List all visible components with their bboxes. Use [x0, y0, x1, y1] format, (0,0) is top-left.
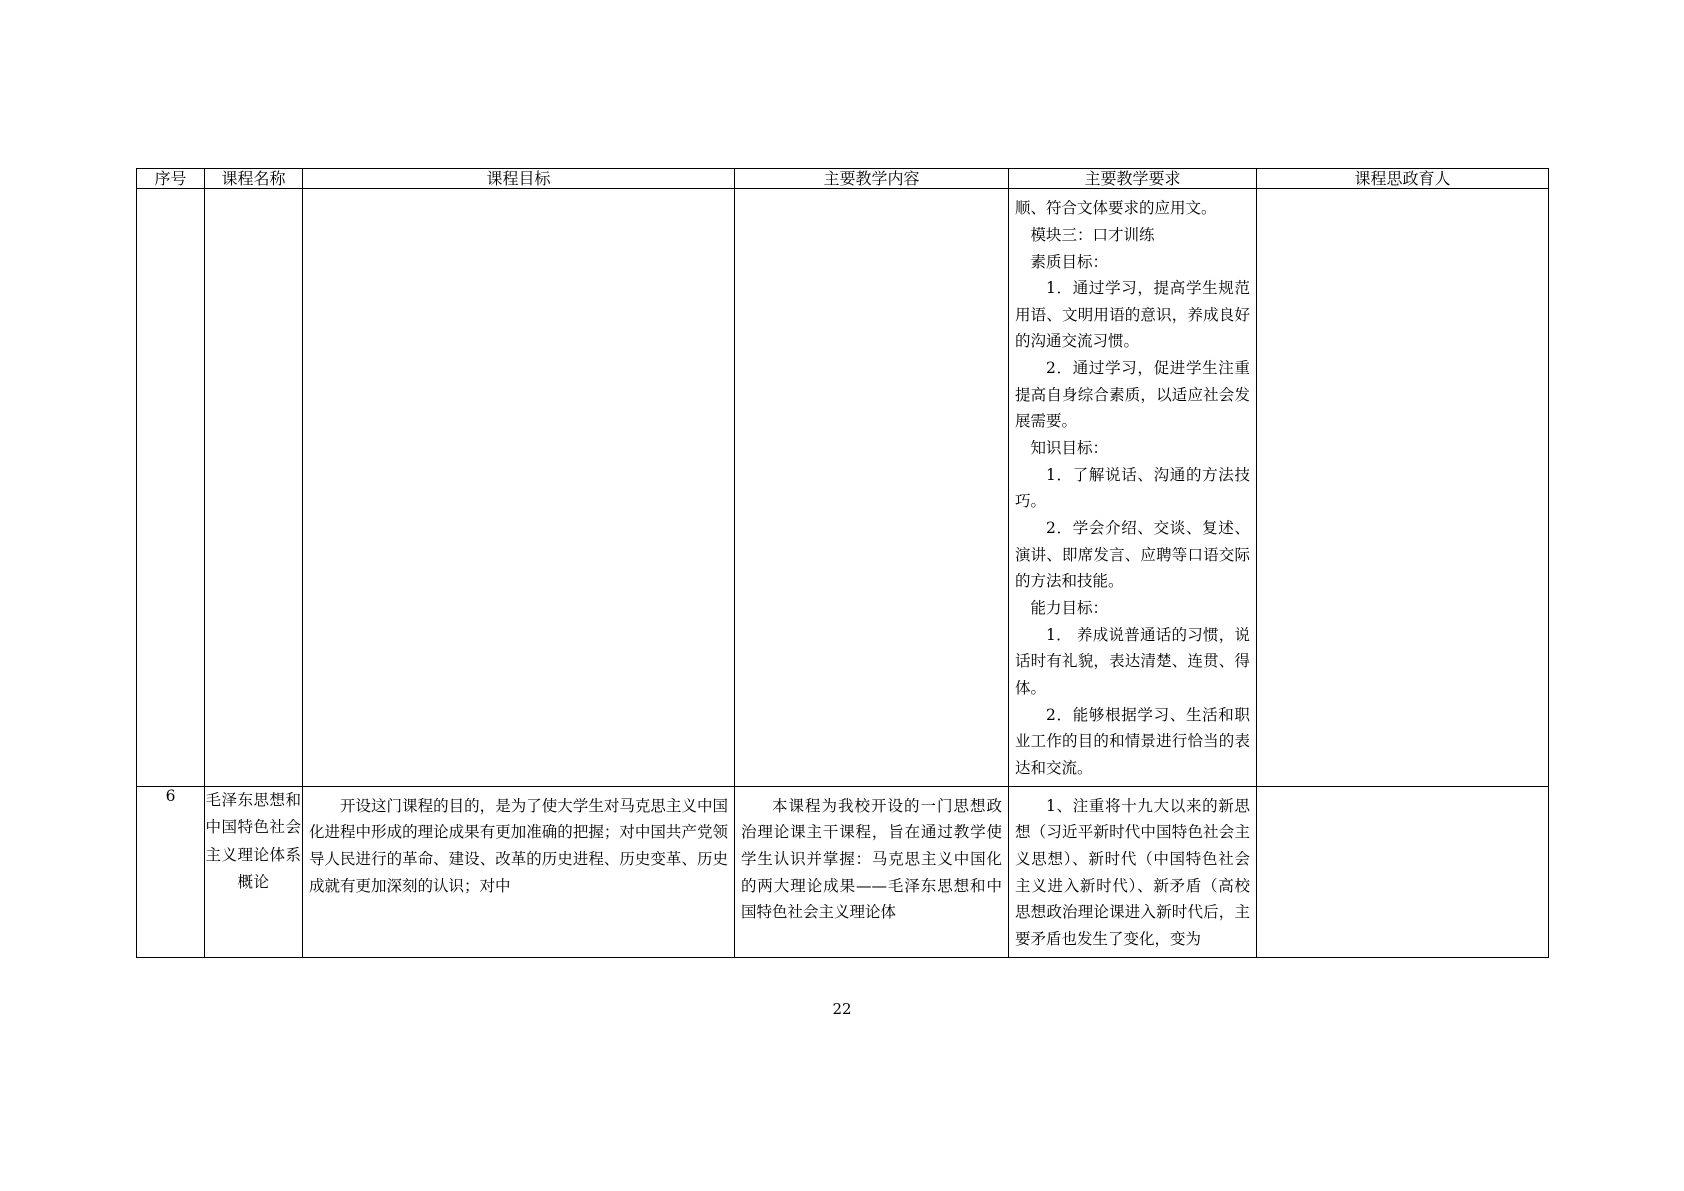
req-line: 能力目标：: [1030, 599, 1109, 618]
req-line: 1．通过学习，提高学生规范用语、文明用语的意识，养成良好的沟通交流习惯。: [1015, 279, 1250, 351]
cell-teaching-requirements: [1009, 786, 1257, 957]
cell-no: [137, 189, 205, 786]
req-line: 顺、符合文体要求的应用文。: [1015, 199, 1217, 218]
cell-text: 开设这门课程的目的，是为了使大学生对马克思主义中国化进程中形成的理论成果有更加准确的把握；对中国共产党领导人民进行的革命、建设、改革的历史进程、历史变革、历史成就有更加深刻的认识；对中: [309, 796, 728, 895]
cell-course-name: [205, 189, 303, 786]
course-syllabus-table: [136, 168, 1549, 958]
req-line: 知识目标：: [1030, 439, 1109, 458]
table-header-row: [137, 169, 1549, 189]
cell-teaching-content: [735, 189, 1009, 786]
req-line: 2．学会介绍、交谈、复述、演讲、即席发言、应聘等口语交际的方法和技能。: [1015, 519, 1250, 591]
req-line: 素质目标：: [1030, 252, 1109, 271]
cell-teaching-content: [735, 786, 1009, 957]
req-line: 模块三：口才训练: [1030, 225, 1155, 244]
req-line: 2．能够根据学习、生活和职业工作的目的和情景进行恰当的表达和交流。: [1015, 705, 1250, 777]
column-header-course-goal: 课程目标: [303, 169, 735, 189]
table-row: [137, 189, 1549, 786]
cell-course-name: 毛泽东思想和中国特色社会主义理论体系概论: [205, 786, 303, 957]
cell-teaching-requirements: [1009, 189, 1257, 786]
cell-ideological-education: [1257, 189, 1549, 786]
cell-course-goal: [303, 189, 735, 786]
cell-no: 6: [137, 786, 205, 957]
column-header-course-name: 课程名称: [205, 169, 303, 189]
column-header-ideological-education: 课程思政育人: [1257, 169, 1549, 189]
req-line: 1、注重将十九大以来的新思想（习近平新时代中国特色社会主义思想）、新时代（中国特色社会主义进入新时代）、新矛盾（高校思想政治理论课进入新时代后，主要矛盾也发生了变化，变为: [1015, 796, 1250, 948]
cell-ideological-education: [1257, 786, 1549, 957]
cell-course-goal: [303, 786, 735, 957]
table-row: [137, 786, 1549, 957]
page-number: 22: [832, 1000, 852, 1018]
column-header-teaching-content: 主要教学内容: [735, 169, 1009, 189]
cell-text: 本课程为我校开设的一门思想政治理论课主干课程，旨在通过教学使学生认识并掌握：马克思主义中国化的两大理论成果——毛泽东思想和中国特色社会主义理论体: [741, 796, 1002, 922]
column-header-no: 序号: [137, 169, 205, 189]
req-line: 1． 养成说普通话的习惯，说话时有礼貌，表达清楚、连贯、得体。: [1015, 625, 1250, 697]
column-header-teaching-requirements: 主要教学要求: [1009, 169, 1257, 189]
req-line: 2．通过学习，促进学生注重提高自身综合素质，以适应社会发展需要。: [1015, 359, 1250, 431]
req-line: 1．了解说话、沟通的方法技巧。: [1015, 465, 1250, 511]
